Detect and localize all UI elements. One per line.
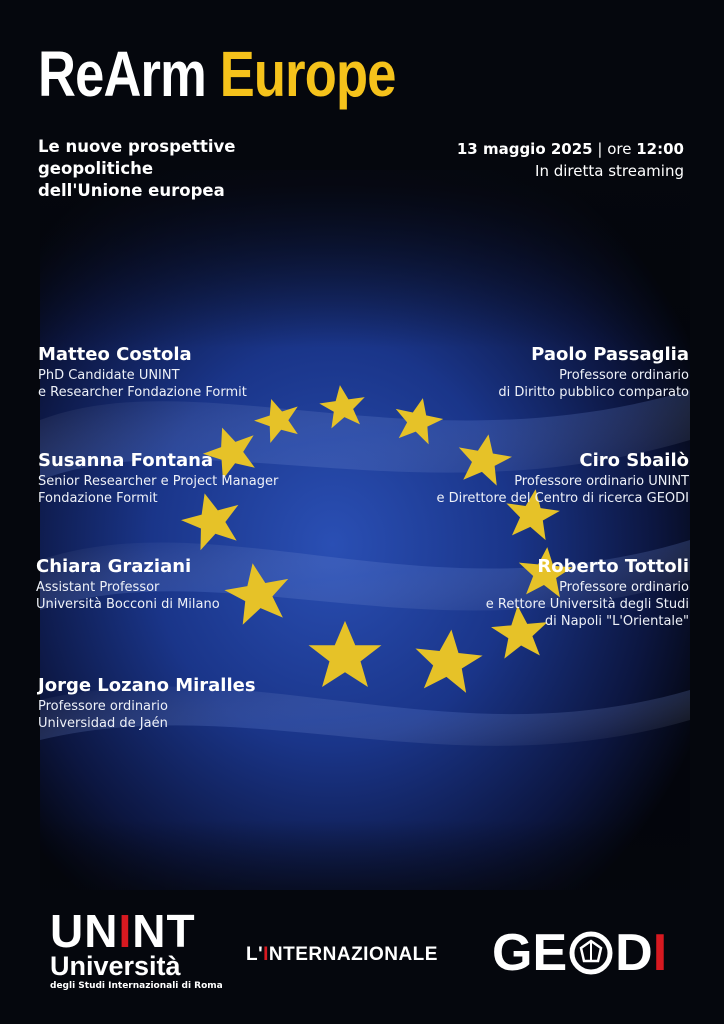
event-time-separator: | ore [597,140,632,158]
speaker-role: Assistant Professor [36,580,160,595]
event-mode: In diretta streaming [535,162,684,180]
subtitle-line: geopolitiche [38,159,154,178]
speaker-susanna-fontana [38,449,278,507]
speaker-name: Chiara Graziani [36,556,192,577]
speaker-role: Universidad de Jaén [38,716,168,731]
speaker-role: Professore ordinario UNINT [514,474,689,489]
unint-logo-i: I [118,905,133,957]
event-subtitle [38,136,235,202]
subtitle-line: Le nuove prospettive [38,137,236,156]
speaker-chiara-graziani [36,555,220,613]
speaker-role: Professore ordinario [559,580,689,595]
speaker-jorge-lozano-miralles [38,674,256,732]
unint-logo-nt: NT [132,905,196,957]
linternazionale-logo-l: L' [246,944,264,965]
geodi-logo [492,925,667,981]
speaker-name: Paolo Passaglia [531,344,689,365]
speaker-role: Università Bocconi di Milano [36,597,220,612]
title-word-rearm: ReArm [38,38,206,110]
title-word-europe: Europe [219,38,396,110]
speaker-role: Fondazione Formit [38,491,158,506]
event-date-block [457,138,684,182]
unint-logo-un: UN [50,905,119,957]
geodi-globe-icon [569,931,613,975]
speaker-name: Matteo Costola [38,344,192,365]
speaker-ciro-sbailo [437,449,689,507]
speaker-role: Professore ordinario [38,699,168,714]
event-time: 12:00 [636,140,684,158]
speaker-matteo-costola [38,343,247,401]
speaker-name: Susanna Fontana [38,450,214,471]
unint-logo-universita: Università [50,951,181,981]
speaker-role: Senior Researcher e Project Manager [38,474,279,489]
speaker-role: di Napoli "L'Orientale" [544,614,689,629]
event-title [38,38,396,110]
event-date: 13 maggio 2025 [456,140,593,158]
linternazionale-logo-rest: NTERNAZIONALE [268,944,438,965]
unint-logo-tagline: degli Studi Internazionali di Roma [50,981,223,991]
speaker-paolo-passaglia [498,343,689,401]
speaker-role: e Researcher Fondazione Formit [38,385,247,400]
speaker-role: Professore ordinario [559,368,689,383]
linternazionale-logo-i: I [263,944,269,965]
linternazionale-logo [246,944,438,966]
speaker-role: e Rettore Università degli Studi [485,597,689,612]
subtitle-line: dell'Unione europea [38,181,225,200]
speaker-role: e Direttore del Centro di ricerca GEODI [436,491,689,506]
geodi-logo-d: D [615,924,653,982]
speaker-role: di Diritto pubblico comparato [498,385,689,400]
geodi-logo-ge: GE [492,924,568,982]
speaker-name: Roberto Tottoli [537,556,689,577]
unint-logo [50,905,223,992]
speaker-roberto-tottoli [486,555,689,630]
speaker-role: PhD Candidate UNINT [38,368,180,383]
speaker-name: Jorge Lozano Miralles [38,675,256,696]
speaker-name: Ciro Sbailò [579,450,689,471]
geodi-logo-i: I [652,924,668,982]
